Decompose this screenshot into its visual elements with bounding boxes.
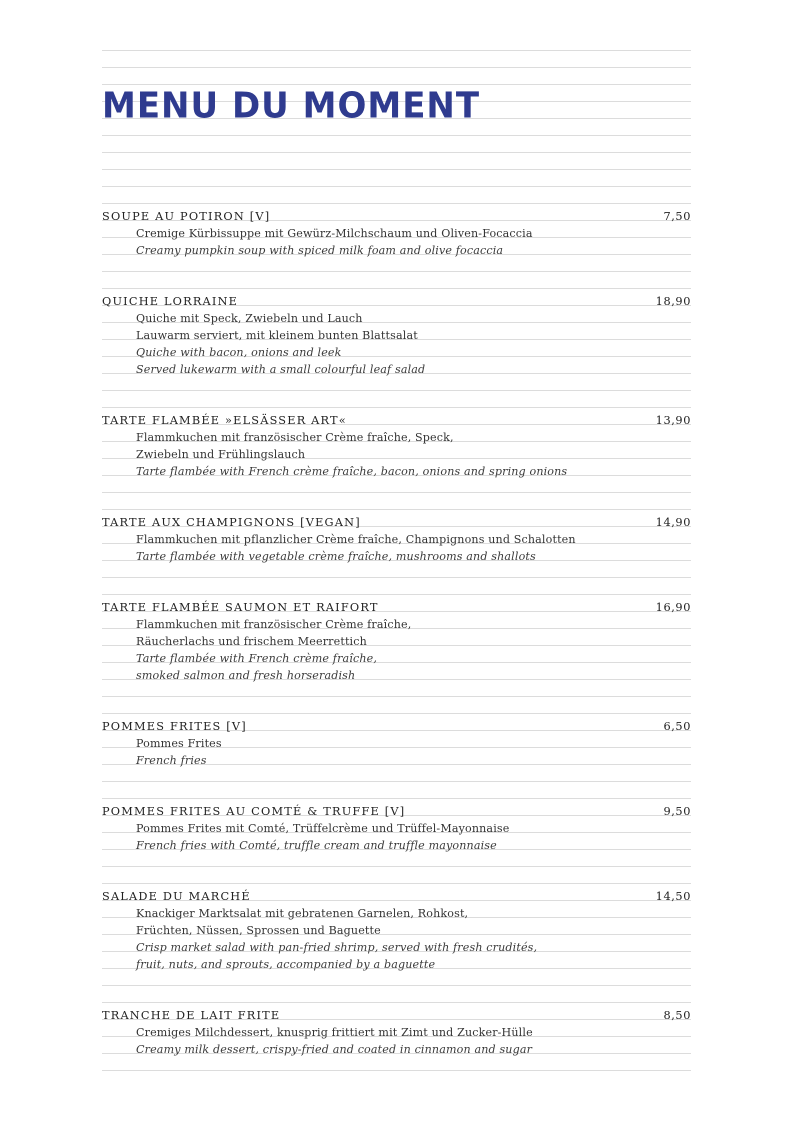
item-name: SALADE DU MARCHÉ <box>102 890 251 903</box>
item-price: 13,90 <box>655 414 691 427</box>
item-description-de: Früchten, Nüssen, Sprossen und Baguette <box>136 924 381 937</box>
item-name: POMMES FRITES AU COMTÉ & TRUFFE [V] <box>102 805 406 818</box>
item-description-en: Tarte flambée with French crème fraîche, <box>136 652 378 665</box>
item-description-en: Creamy pumpkin soup with spiced milk foam and olive focaccia <box>136 244 504 257</box>
item-price: 6,50 <box>663 720 691 733</box>
item-name: SOUPE AU POTIRON [V] <box>102 210 271 223</box>
top-margin <box>102 0 691 50</box>
item-price: 7,50 <box>663 210 691 223</box>
item-description-en: Creamy milk dessert, crispy-fried and coated in cinnamon and sugar <box>136 1043 533 1056</box>
item-name: POMMES FRITES [V] <box>102 720 247 733</box>
item-price: 14,50 <box>655 890 691 903</box>
menu-item <box>102 293 691 378</box>
menu-item <box>102 412 691 480</box>
item-description-de: Knackiger Marktsalat mit gebratenen Garnelen, Rohkost, <box>136 907 469 920</box>
item-description-de: Flammkuchen mit französischer Crème fraîche, <box>136 618 412 631</box>
item-description-en: French fries with Comté, truffle cream and truffle mayonnaise <box>136 839 497 852</box>
item-description-en: Crisp market salad with pan-fried shrimp, served with fresh crudités, <box>136 941 538 954</box>
item-description-de: Flammkuchen mit französischer Crème fraîche, Speck, <box>136 431 454 444</box>
menu-page <box>102 0 691 1122</box>
item-price: 9,50 <box>663 805 691 818</box>
menu-item <box>102 514 691 565</box>
bottom-margin <box>102 1072 691 1122</box>
item-description-de: Cremiges Milchdessert, knusprig frittiert mit Zimt und Zucker-Hülle <box>136 1026 533 1039</box>
item-name: TARTE AUX CHAMPIGNONS [VEGAN] <box>102 516 361 529</box>
item-description-en: Tarte flambée with vegetable crème fraîche, mushrooms and shallots <box>136 550 536 563</box>
item-description-en: Served lukewarm with a small colourful leaf salad <box>136 363 426 376</box>
item-price: 8,50 <box>663 1009 691 1022</box>
item-description-de: Cremige Kürbissuppe mit Gewürz-Milchschaum und Oliven-Focaccia <box>136 227 533 240</box>
item-description-en: French fries <box>136 754 207 767</box>
menu-item <box>102 718 691 769</box>
item-description-de: Pommes Frites <box>136 737 222 750</box>
item-name: QUICHE LORRAINE <box>102 295 239 308</box>
item-description-de: Pommes Frites mit Comté, Trüffelcrème und Trüffel-Mayonnaise <box>136 822 510 835</box>
item-description-de: Quiche mit Speck, Zwiebeln und Lauch <box>136 312 363 325</box>
menu-item <box>102 803 691 854</box>
menu-item <box>102 1007 691 1058</box>
item-name: TARTE FLAMBÉE SAUMON ET RAIFORT <box>102 601 379 614</box>
item-description-en: fruit, nuts, and sprouts, accompanied by a baguette <box>136 958 436 971</box>
page-title: MENU DU MOMENT <box>102 85 481 127</box>
item-description-de: Lauwarm serviert, mit kleinem bunten Blattsalat <box>136 329 418 342</box>
item-description-de: Zwiebeln und Frühlingslauch <box>136 448 306 461</box>
item-price: 16,90 <box>655 601 691 614</box>
item-description-en: smoked salmon and fresh horseradish <box>136 669 356 682</box>
item-description-de: Räucherlachs und frischem Meerrettich <box>136 635 367 648</box>
item-price: 18,90 <box>655 295 691 308</box>
item-price: 14,90 <box>655 516 691 529</box>
item-name: TRANCHE DE LAIT FRITE <box>102 1009 281 1022</box>
menu-item <box>102 599 691 684</box>
item-name: TARTE FLAMBÉE »ELSÄSSER ART« <box>102 414 347 427</box>
item-description-en: Quiche with bacon, onions and leek <box>136 346 342 359</box>
menu-item <box>102 888 691 973</box>
item-description-en: Tarte flambée with French crème fraîche, bacon, onions and spring onions <box>136 465 568 478</box>
item-description-de: Flammkuchen mit pflanzlicher Crème fraîche, Champignons und Schalotten <box>136 533 576 546</box>
menu-item <box>102 208 691 259</box>
